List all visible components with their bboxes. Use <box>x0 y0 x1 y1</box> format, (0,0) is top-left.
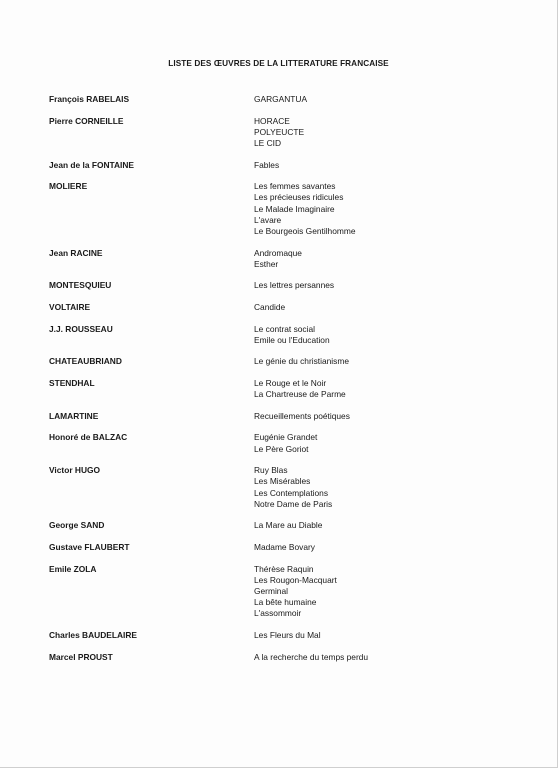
works-column <box>254 248 302 270</box>
author-name: J.J. ROUSSEAU <box>49 323 113 334</box>
author-name: Marcel PROUST <box>49 651 113 662</box>
work-title: Andromaque <box>254 247 302 258</box>
works-column <box>254 116 304 150</box>
list-item <box>49 248 529 270</box>
works-column <box>254 630 321 641</box>
works-column <box>254 280 334 291</box>
author-name: George SAND <box>49 520 105 531</box>
work-title: Thérèse Raquin <box>254 563 314 574</box>
author-name: Gustave FLAUBERT <box>49 541 130 552</box>
works-column <box>254 378 346 400</box>
work-title: Eugénie Grandet <box>254 432 318 443</box>
list-item <box>49 542 529 553</box>
list-item <box>49 94 529 105</box>
author-name: MOLIERE <box>49 181 88 192</box>
author-name: VOLTAIRE <box>49 301 91 312</box>
author-name: CHATEAUBRIAND <box>49 356 122 367</box>
list-item <box>49 116 529 150</box>
author-name: Victor HUGO <box>49 465 101 476</box>
list-item <box>49 160 529 171</box>
list-item <box>49 465 529 510</box>
work-title: Les lettres persannes <box>254 280 335 291</box>
work-title: Madame Bovary <box>254 541 315 552</box>
work-title: Les Misérables <box>254 476 311 487</box>
work-title: L'avare <box>254 214 282 225</box>
list-item <box>49 652 529 663</box>
list-item <box>49 181 529 237</box>
works-column <box>254 542 315 553</box>
work-title: Le Malade Imaginaire <box>254 203 335 214</box>
works-column <box>254 302 285 313</box>
works-column <box>254 94 307 105</box>
works-column <box>254 432 317 454</box>
works-column <box>254 411 350 422</box>
work-title: LE CID <box>254 138 281 148</box>
work-title: La Chartreuse de Parme <box>254 389 346 400</box>
author-name: Emile ZOLA <box>49 563 97 574</box>
work-title: La Mare au Diable <box>254 520 323 531</box>
list-item <box>49 302 529 313</box>
author-name: François RABELAIS <box>49 94 130 104</box>
works-column <box>254 160 279 171</box>
work-title: Germinal <box>254 585 288 596</box>
work-title: Le Rouge et le Noir <box>254 377 327 388</box>
author-name: LAMARTINE <box>49 410 99 421</box>
list-item <box>49 630 529 641</box>
work-title: Esther <box>254 258 279 269</box>
author-name: Jean de la FONTAINE <box>49 159 135 170</box>
works-list <box>49 94 529 673</box>
work-title: A la recherche du temps perdu <box>254 651 369 662</box>
author-name: Honoré de BALZAC <box>49 432 128 443</box>
works-column <box>254 465 332 510</box>
work-title: HORACE <box>254 115 290 126</box>
author-name: MONTESQUIEU <box>49 280 112 291</box>
works-column <box>254 356 349 367</box>
works-column <box>254 520 322 531</box>
work-title: Fables <box>254 159 280 170</box>
work-title: POLYEUCTE <box>254 126 305 137</box>
list-item <box>49 564 529 620</box>
work-title: Recueillements poétiques <box>254 410 350 421</box>
work-title: Notre Dame de Paris <box>254 498 333 509</box>
page-title: LISTE DES ŒUVRES DE LA LITTERATURE FRANCAISE <box>168 59 389 68</box>
work-title: Les précieuses ridicules <box>254 192 344 203</box>
work-title: L'assommoir <box>254 608 302 619</box>
list-item <box>49 520 529 531</box>
works-column <box>254 181 356 237</box>
work-title: Le contrat social <box>254 323 315 334</box>
work-title: Candide <box>254 301 286 312</box>
works-column <box>254 652 368 663</box>
works-column <box>254 324 330 346</box>
work-title: Le Père Goriot <box>254 443 309 454</box>
list-item <box>49 432 529 454</box>
author-name: Charles BAUDELAIRE <box>49 629 137 640</box>
author-name: Jean RACINE <box>49 247 103 258</box>
list-item <box>49 280 529 291</box>
work-title: Les Contemplations <box>254 487 329 498</box>
work-title: Les Rougon-Macquart <box>254 574 337 585</box>
list-item <box>49 356 529 367</box>
list-item <box>49 324 529 346</box>
work-title: Emile ou l'Education <box>254 334 330 345</box>
work-title: Ruy Blas <box>254 465 288 476</box>
work-title: GARGANTUA <box>254 94 308 104</box>
work-title: Le génie du christianisme <box>254 356 349 367</box>
list-item <box>49 411 529 422</box>
work-title: La bête humaine <box>254 597 317 608</box>
work-title: Les Fleurs du Mal <box>254 629 321 640</box>
works-column <box>254 564 337 620</box>
work-title: Le Bourgeois Gentilhomme <box>254 226 356 236</box>
list-item <box>49 378 529 400</box>
work-title: Les femmes savantes <box>254 181 336 192</box>
author-name: Pierre CORNEILLE <box>49 115 124 126</box>
author-name: STENDHAL <box>49 377 95 388</box>
